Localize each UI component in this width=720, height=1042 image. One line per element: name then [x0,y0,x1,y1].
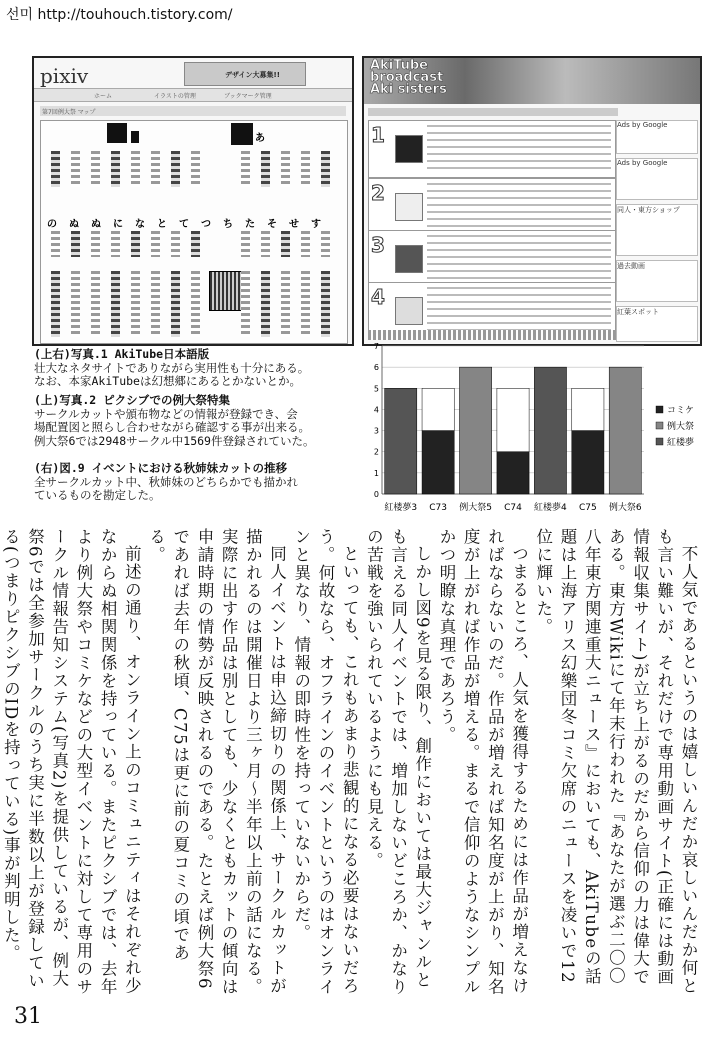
side-label: Ads by Google [617,121,668,129]
entry-text [427,287,611,335]
caption-photo1 [34,348,364,389]
map-block-label: す [311,219,321,230]
akitube-toolbar [368,108,618,116]
venue-map [40,120,348,344]
map-seat-column [71,271,80,337]
pixiv-nav [34,88,352,102]
map-block-label: た [245,219,255,230]
figure9-chart [372,340,712,518]
x-tick-label: 紅楼夢4 [534,503,567,513]
pixiv-screenshot [32,56,354,346]
page-number: 31 [14,1004,42,1029]
map-seat-column [281,151,290,187]
map-block-label: て [179,219,189,230]
entry-text [427,125,611,173]
entry-text [427,183,611,231]
akitube-title-line2: broadcast [370,70,444,85]
bar-segment-other [572,388,604,430]
entry-thumbnail[interactable] [395,135,423,163]
map-block [231,123,253,145]
map-seat-column [241,151,250,187]
pixiv-breadcrumb-bar [40,106,346,116]
caption-line: 全サークルカット中、秋姉妹のどちらかでも描かれ [34,474,299,489]
map-seat-column [51,231,60,257]
caption-photo2 [34,394,364,448]
map-seat-column [131,271,140,337]
akitube-banner [364,58,700,104]
map-seat-column [91,271,100,337]
map-block-label: と [157,219,167,230]
entry-thumbnail[interactable] [395,245,423,273]
map-block-label: つ [201,219,211,230]
y-tick-label: 6 [373,363,379,373]
map-block-label: に [113,219,123,230]
bar-segment-other [497,388,529,451]
map-block-label: ぬ [69,219,79,230]
nav-illust[interactable]: イラストの管理 [154,93,196,100]
side-label: Ads by Google [617,159,668,167]
side-box [616,260,698,302]
akitube-entry[interactable] [368,120,616,178]
map-block-label: な [135,219,145,230]
side-box [616,158,698,200]
caption-heading: (上)写真.2 ピクシブでの例大祭特集 [34,393,230,407]
map-seat-column [91,231,100,257]
map-block [107,123,127,143]
y-tick-label: 3 [373,426,379,436]
akitube-entry[interactable] [368,230,616,288]
map-block-label: ち [223,219,233,230]
map-block-label: そ [267,219,277,230]
side-box [616,204,698,256]
y-tick-label: 5 [373,384,379,394]
map-seat-column [241,231,250,257]
map-seat-column [241,271,250,337]
x-tick-label: 紅楼夢3 [384,503,418,513]
caption-line: なお、本家AkiTubeは幻想郷にあるとかないとか。 [34,374,301,388]
legend-label: 紅楼夢 [667,438,695,448]
map-seat-column [51,151,60,187]
bar-segment [459,367,491,494]
pixiv-breadcrumb: 第7回例大祭 マップ [42,109,96,116]
akitube-screenshot [362,56,702,346]
akitube-entry[interactable] [368,178,616,236]
caption-heading: (上右)写真.1 AkiTube日本語版 [34,347,210,361]
akitube-footer-line [368,330,618,340]
y-tick-label: 4 [373,405,379,415]
entry-thumbnail[interactable] [395,193,423,221]
caption-figure9 [34,462,364,503]
map-seat-column [321,271,330,337]
legend-swatch [656,438,663,445]
body-paragraph: 前述の通り、オンライン上のコミュニティはそれぞれ少なからぬ相関関係を持っている。またピクシブでは、去年より例大祭やコミケなどの大型イベントに対して専用のサークル情報告知システム(写真2)を提供しているが、例大祭6では全参加サークルのうち実に半数以上が登録している(つまりピクシブのIDを持っている)事が判明した。 [1,528,142,996]
bar-segment [609,367,641,494]
bar-segment [422,431,454,494]
entry-rank: 3 [371,233,385,257]
body-paragraph: しかし図9を見る限り、創作においては最大ジャンルとも言える同人イベントでは、増加しないどころか、かなりの苦戦を強いられているようにも見える。 [364,528,432,996]
legend-label: 例大祭 [667,422,695,432]
x-tick-label: C73 [429,503,448,513]
x-tick-label: C74 [504,503,522,513]
y-tick-label: 0 [373,490,379,499]
body-paragraph: といっても、これもあまり悲観的になる必要はないだろう。何故なら、オフラインのイベントというのはオンラインと異なり、情報の即時性を持っていないからだ。 [291,528,360,996]
map-seat-column [191,271,200,337]
legend-swatch [656,422,663,429]
caption-line: 例大祭6では2948サークル中1569件登録されていた。 [34,433,315,448]
caption-heading: (右)図.9 イベントにおける秋姉妹カットの推移 [34,461,288,475]
map-seat-column [151,151,160,187]
map-seat-column [51,271,60,337]
map-seat-column [111,231,120,257]
map-seat-column [281,271,290,337]
map-seat-column [111,151,120,187]
body-paragraph: 同人イベントは申込締切りの関係上、サークルカットが描かれるのは開催日より三ヶ月〜半年以上前の話になる。実際に出す作品は別としても、少なくともカットの傾向は申請時期の情勢が反映されるのである。たとえば例大祭6であれば去年の秋頃、C75は更に前の夏コミの頃である。 [146,528,287,996]
map-seat-column [171,151,180,187]
y-tick-label: 1 [373,468,379,478]
caption-line: 壮大なネタサイトでありながら実用性も十分にある。 [34,360,310,375]
map-seat-column [321,231,330,257]
side-label: 同人・東方ショップ [617,206,680,214]
akitube-title-line1: AkiTube [370,58,428,73]
map-highlight-image [209,271,245,311]
map-seat-column [191,151,200,187]
blog-header: 선미 http://touhouch.tistory.com/ [6,7,233,23]
map-seat-column [91,151,100,187]
map-seat-column [171,231,180,257]
map-seat-column [301,271,310,337]
body-paragraph: つまるところ、人気を獲得するためには作品が増えなければならないのだ。作品が増えれば知名度が上がり、知名度が上がれば作品が増える。まるで信仰のようなシンプルかつ明瞭な真理であろう。 [436,528,529,996]
caption-line: 場配置図と照らし合わせながら確認する事が出来る。 [34,420,310,434]
pixiv-ad-banner [184,62,306,86]
map-seat-column [321,151,330,187]
legend-swatch [656,406,663,413]
side-label: 紅葉スポット [617,308,659,316]
akitube-title-line3: Aki sisters [370,82,447,97]
map-block-label: あ [255,133,265,144]
akitube-title [370,60,447,96]
bar-segment [497,452,529,494]
body-paragraph: 不人気であるというのは嬉しいんだか哀しいんだか何とも言い難いが、それだけで専用動画サイト(正確には動画情報収集サイト)が立ち上がるのだから信仰の力は偉大である。東方Wikiにて年末行われた『あなたが選ぶ二〇〇八年東方関連重大ニュース』においても、AkiTubeの話題は上海アリス幻樂団冬コミ欠席のニュースを凌いで12位に輝いた。 [533,528,698,995]
map-seat-column [131,231,140,257]
map-seat-column [131,151,140,187]
map-block-label: せ [289,219,299,230]
bar-segment [385,388,417,494]
x-tick-label: C75 [578,503,597,513]
nav-home[interactable]: ホーム [94,93,113,100]
pixiv-logo: pixiv [40,64,89,88]
side-box [616,120,698,154]
map-seat-column [281,231,290,257]
legend-label: コミケ [667,406,695,416]
entry-text [427,235,611,283]
caption-line: サークルカットや頒布物などの情報が登録でき、会 [34,406,298,421]
bar-segment-other [422,388,454,430]
map-seat-column [261,231,270,257]
entry-rank: 1 [371,123,385,147]
side-box [616,306,698,342]
map-seat-column [261,271,270,337]
caption-line: ているものを勘定した。 [34,488,161,502]
bar-segment [572,431,604,494]
nav-bookmark[interactable]: ブックマーク管理 [224,93,272,100]
y-tick-label: 7 [373,342,379,351]
map-block-label: の [47,219,57,230]
article-body [1,528,700,998]
map-seat-column [111,271,120,337]
map-seat-column [301,231,310,257]
pixiv-ad-text: デザイン大募集!! [225,71,280,79]
side-label: 過去動画 [617,262,645,270]
map-seat-column [71,151,80,187]
map-seat-column [171,271,180,337]
entry-rank: 4 [371,285,385,309]
y-tick-label: 2 [373,447,379,457]
entry-thumbnail[interactable] [395,297,423,325]
map-seat-column [151,231,160,257]
map-block-label: ぬ [91,219,101,230]
x-tick-label: 例大祭6 [608,503,642,513]
map-seat-column [191,231,200,257]
map-seat-column [151,271,160,337]
map-seat-column [261,151,270,187]
entry-rank: 2 [371,181,385,205]
map-block [131,131,139,143]
map-seat-column [71,231,80,257]
map-seat-column [301,151,310,187]
bar-segment [534,367,566,494]
x-tick-label: 例大祭5 [459,503,492,513]
